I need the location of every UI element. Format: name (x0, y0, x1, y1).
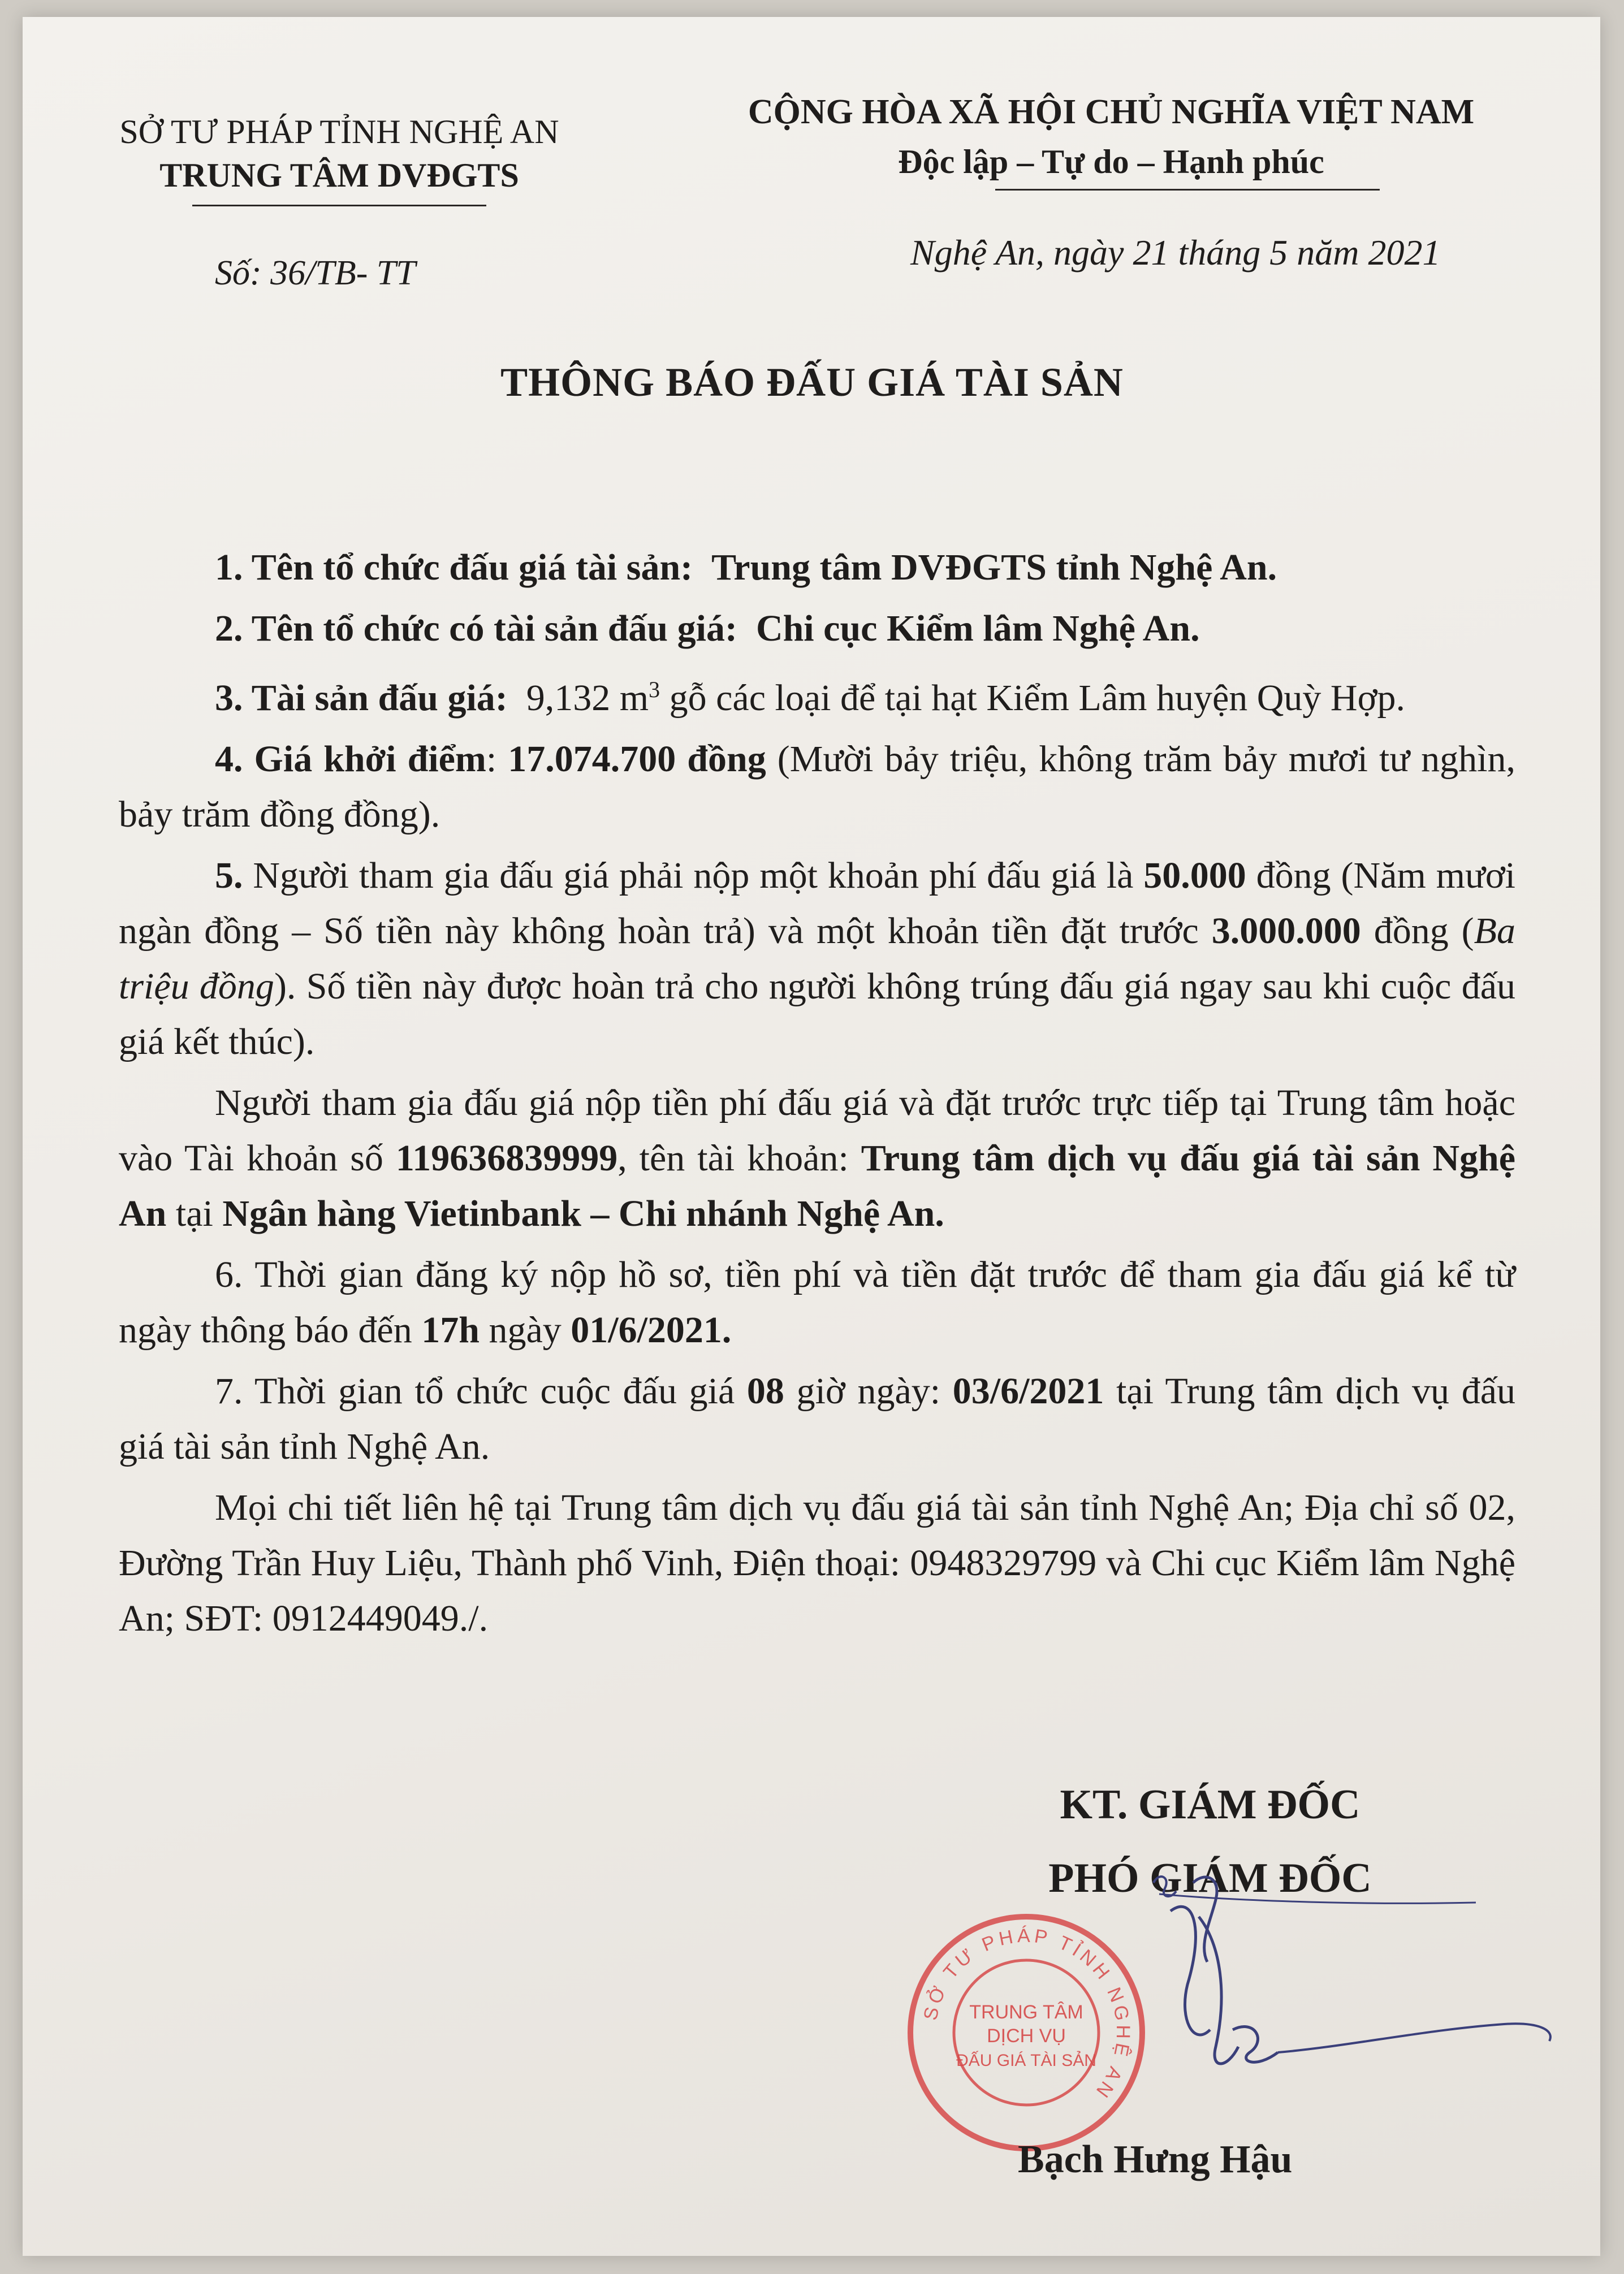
payment-account-name: Trung tâm dịch vụ đấu giá tài sản Nghệ An (119, 1138, 1516, 1234)
stamp-line-3: ĐẤU GIÁ TÀI SẢN (956, 2051, 1096, 2070)
item-5-deposit-words: Ba triệu đồng (119, 910, 1515, 1007)
item-7-hour: 08 (746, 1371, 784, 1412)
item-4-amount: 17.074.700 đồng (508, 738, 766, 780)
payment-account: 119636839999 (395, 1138, 618, 1179)
item-5-text-2: đồng (Năm mươi ngàn đồng – Số tiền này không hoàn trả) và một khoản tiền đặt trước (119, 855, 1516, 952)
payment-text-3: tại (166, 1193, 223, 1234)
item-3-value: 9,132 m (526, 677, 649, 719)
document-number: Số: 36/TB- TT (215, 254, 416, 292)
signer-name: Bạch Hưng Hậu (1018, 2138, 1293, 2181)
nation-title: CỘNG HÒA XÃ HỘI CHỦ NGHĨA VIỆT NAM (748, 93, 1475, 131)
item-3-superscript: 3 (649, 677, 660, 702)
document-title: THÔNG BÁO ĐẤU GIÁ TÀI SẢN (500, 360, 1124, 405)
item-3-value-rest: gỗ các loại để tại hạt Kiểm Lâm huyện Quỳ Hợp. (660, 677, 1405, 719)
item-6-text: 6. Thời gian đăng ký nộp hồ sơ, tiền phí và tiền đặt trước để tham gia đấu giá kể từ ngày thông báo đến (119, 1254, 1515, 1351)
item-7-date: 03/6/2021 (952, 1371, 1104, 1412)
handwritten-signature (1108, 1860, 1572, 2098)
item-5-number: 5. (215, 855, 243, 896)
item-7-text: 7. Thời gian tổ chức cuộc đấu giá (215, 1371, 747, 1412)
item-2 (119, 601, 1515, 656)
payment-text-2: , tên tài khoản: (617, 1138, 861, 1179)
item-1-value: Trung tâm DVĐGTS tỉnh Nghệ An. (711, 547, 1277, 588)
item-5 (119, 848, 1515, 1070)
signature-position: PHÓ GIÁM ĐỐC (1048, 1855, 1372, 1901)
item-5-text-3: đồng ( (1360, 910, 1474, 952)
item-2-label: 2. Tên tổ chức có tài sản đấu giá: (215, 608, 737, 649)
item-6-text-2: ngày (479, 1309, 571, 1351)
payment-text: Người tham gia đấu giá nộp tiền phí đấu giá và đặt trước trực tiếp tại Trung tâm hoặc vào Tài khoản số (119, 1082, 1515, 1179)
item-5-deposit: 3.000.000 (1211, 910, 1361, 952)
item-4 (119, 732, 1515, 842)
item-7-text-2: giờ ngày: (784, 1371, 953, 1412)
item-4-colon: : (486, 738, 508, 780)
item-7 (119, 1364, 1515, 1475)
item-5-text: Người tham gia đấu giá phải nộp một khoản phí đấu giá là (243, 855, 1144, 896)
stamp-line-2: DỊCH VỤ (987, 2025, 1066, 2047)
agency-name: TRUNG TÂM DVĐGTS (159, 157, 519, 194)
item-5-text-4: ). Số tiền này được hoàn trả cho người không trúng đấu giá ngay sau khi cuộc đấu giá kết thúc). (119, 966, 1515, 1062)
item-3 (119, 662, 1515, 726)
agency-parent: SỞ TƯ PHÁP TỈNH NGHỆ AN (119, 113, 559, 150)
item-4-label: 4. Giá khởi điểm (215, 738, 486, 780)
item-4-words: (Mười bảy triệu, không trăm bảy mươi tư nghìn, bảy trăm đồng đồng). (119, 738, 1515, 835)
item-1-label: 1. Tên tổ chức đấu giá tài sản: (215, 547, 693, 588)
stamp-line-1: TRUNG TÂM (969, 2001, 1083, 2023)
stamp-ring-text: SỞ TƯ PHÁP TỈNH NGHỆ AN (919, 1925, 1134, 2104)
payment-info (119, 1075, 1515, 1242)
motto: Độc lập – Tự do – Hạnh phúc (898, 143, 1324, 180)
item-2-value: Chi cục Kiểm lâm Nghệ An. (755, 608, 1200, 649)
item-3-label: 3. Tài sản đấu giá: (215, 677, 508, 719)
payment-bank: Ngân hàng Vietinbank – Chi nhánh Nghệ An. (222, 1193, 944, 1234)
agency-underline (192, 205, 486, 206)
notice-body (119, 540, 1515, 1646)
signature-title: KT. GIÁM ĐỐC (1060, 1782, 1360, 1828)
item-6-date: 01/6/2021. (571, 1309, 732, 1351)
motto-underline (995, 189, 1380, 191)
place-date: Nghệ An, ngày 21 tháng 5 năm 2021 (910, 232, 1441, 273)
item-1 (119, 540, 1515, 595)
item-5-fee: 50.000 (1143, 855, 1246, 896)
item-6-hour: 17h (421, 1309, 480, 1351)
item-6 (119, 1247, 1515, 1358)
contact-info: Mọi chi tiết liên hệ tại Trung tâm dịch vụ đấu giá tài sản tỉnh Nghệ An; Địa chỉ số 02, Đường Trần Huy Liệu, Thành phố Vinh, Điện thoại: 0948329799 và Chi cục Kiểm lâm Nghệ An; SĐT: 0912449049./. (119, 1487, 1515, 1639)
item-7-text-3: tại Trung tâm dịch vụ đấu giá tài sản tỉnh Nghệ An. (119, 1371, 1515, 1467)
